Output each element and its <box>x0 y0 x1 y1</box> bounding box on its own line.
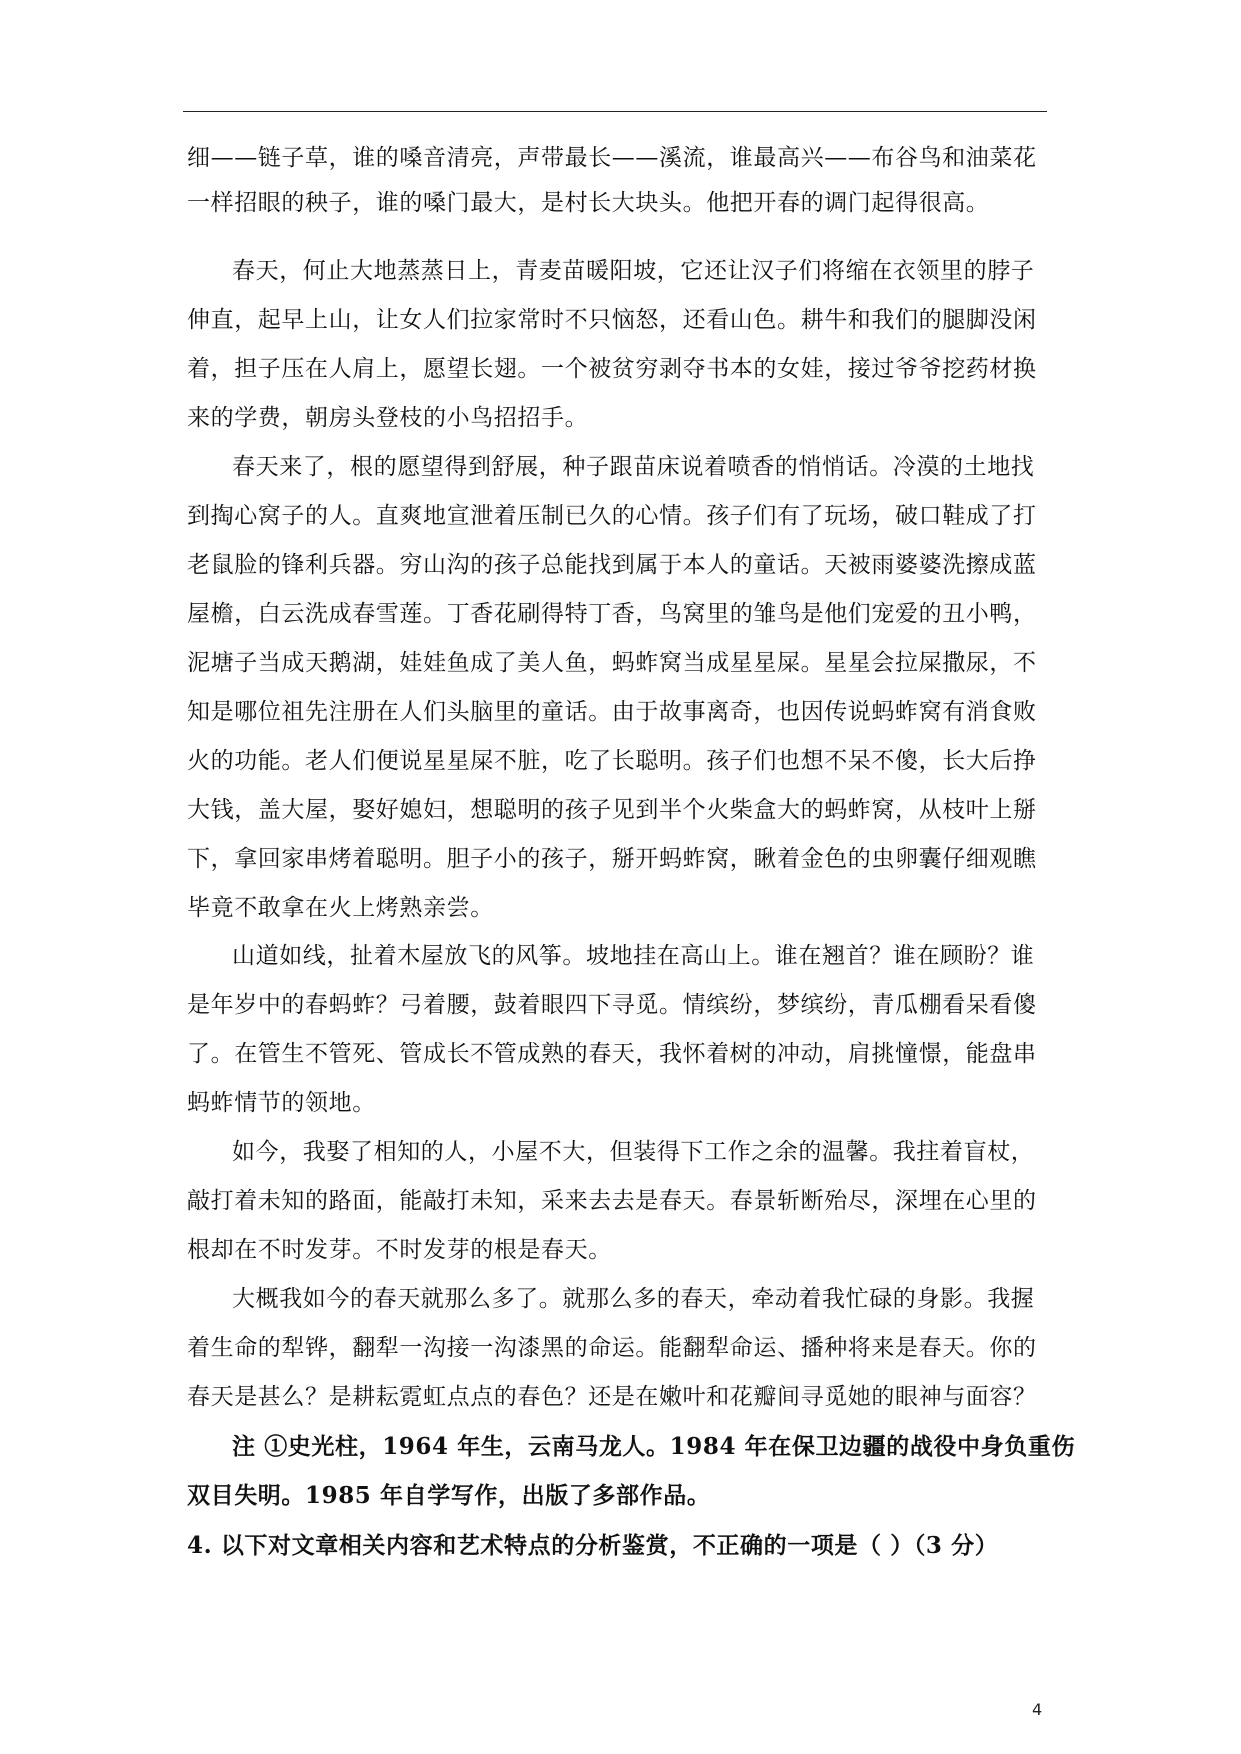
paragraph-start-line: 春天，何止大地蒸蒸日上，青麦苗暖阳坡，它还让汉子们将缩在衣领里的脖子 <box>232 258 1035 284</box>
author-note-line: 注 ①史光柱，1964 年生，云南马龙人。1984 年在保卫边疆的战役中身负重伤 <box>232 1433 1076 1460</box>
text-line: 火的功能。老人们便说星星屎不脏，吃了长聪明。孩子们也想不呆不傻，长大后挣 <box>187 748 1037 774</box>
text-line: 屋檐，白云洗成春雪莲。丁香花刷得特丁香，鸟窝里的雏鸟是他们宠爱的丑小鸭， <box>187 601 1037 627</box>
text-line: 伸直，起早上山，让女人们拉家常时不只恼怒，还看山色。耕牛和我们的腿脚没闲 <box>187 307 1037 333</box>
text-line: 到掏心窝子的人。直爽地宣泄着压制已久的心情。孩子们有了玩场，破口鞋成了打 <box>187 503 1037 529</box>
paragraph-start-line: 大概我如今的春天就那么多了。就那么多的春天，牵动着我忙碌的身影。我握 <box>232 1286 1035 1312</box>
author-note-line: 双目失明。1985 年自学写作，出版了多部作品。 <box>187 1482 711 1509</box>
header-rule <box>183 111 1047 112</box>
paragraph-start-line: 山道如线，扯着木屋放飞的风筝。坡地挂在高山上。谁在翘首？谁在顾盼？谁 <box>232 943 1035 969</box>
text-line: 敲打着未知的路面，能敲打未知，采来去去是春天。春景斩断殆尽，深埋在心里的 <box>187 1188 1037 1214</box>
paragraph-start-line: 春天来了，根的愿望得到舒展，种子跟苗床说着喷香的悄悄话。冷漠的土地找 <box>232 454 1035 480</box>
text-line: 春天是甚么？是耕耘霓虹点点的春色？还是在嫩叶和花瓣间寻觅她的眼神与面容？ <box>187 1384 1037 1410</box>
text-line: 细——链子草，谁的嗓音清亮，声带最长——溪流，谁最高兴——布谷鸟和油菜花 <box>187 145 1037 171</box>
text-line: 着，担子压在人肩上，愿望长翅。一个被贫穷剥夺书本的女娃，接过爷爷挖药材换 <box>187 356 1037 382</box>
page-number: 4 <box>1032 1700 1043 1719</box>
text-line: 来的学费，朝房头登枝的小鸟招招手。 <box>187 405 589 431</box>
text-line: 着生命的犁铧，翻犁一沟接一沟漆黑的命运。能翻犁命运、播种将来是春天。你的 <box>187 1335 1037 1361</box>
text-line: 一样招眼的秧子，谁的嗓门最大，是村长大块头。他把开春的调门起得很高。 <box>187 190 990 216</box>
text-line: 泥塘子当成天鹅湖，娃娃鱼成了美人鱼，蚂蚱窝当成星星屎。星星会拉屎撒尿，不 <box>187 650 1037 676</box>
text-line: 知是哪位祖先注册在人们头脑里的童话。由于故事离奇，也因传说蚂蚱窝有消食败 <box>187 699 1037 725</box>
text-line: 是年岁中的春蚂蚱？弓着腰，鼓着眼四下寻觅。情缤纷，梦缤纷，青瓜棚看呆看傻 <box>187 992 1037 1018</box>
text-line: 毕竟不敢拿在火上烤熟亲尝。 <box>187 895 494 921</box>
text-line: 蚂蚱情节的领地。 <box>187 1090 376 1116</box>
paragraph-start-line: 如今，我娶了相知的人，小屋不大，但装得下工作之余的温馨。我拄着盲杖， <box>232 1139 1035 1165</box>
question-item: 4. 以下对文章相关内容和艺术特点的分析鉴赏，不正确的一项是（ ）（3 分） <box>187 1532 999 1559</box>
text-line: 了。在管生不管死、管成长不管成熟的春天，我怀着树的冲动，肩挑憧憬，能盘串 <box>187 1041 1037 1067</box>
text-line: 下，拿回家串烤着聪明。胆子小的孩子，掰开蚂蚱窝，瞅着金色的虫卵囊仔细观瞧 <box>187 846 1037 872</box>
text-line: 老鼠脸的锋利兵器。穷山沟的孩子总能找到属于本人的童话。天被雨婆婆洗擦成蓝 <box>187 552 1037 578</box>
text-line: 根却在不时发芽。不时发芽的根是春天。 <box>187 1237 612 1263</box>
text-line: 大钱，盖大屋，娶好媳妇，想聪明的孩子见到半个火柴盒大的蚂蚱窝，从枝叶上掰 <box>187 797 1037 823</box>
